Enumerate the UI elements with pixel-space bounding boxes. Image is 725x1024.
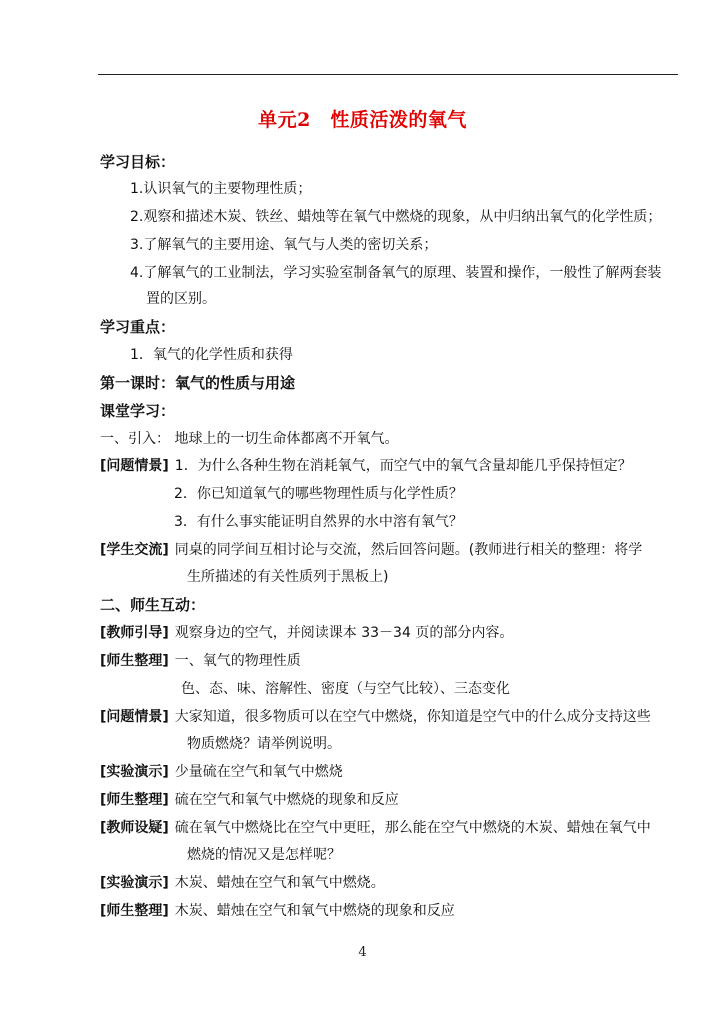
student-label: [学生交流]: [100, 542, 169, 558]
student-text-line-1: 同桌的同学间互相讨论与交流，然后回答问题。(教师进行相关的整理：将学: [174, 542, 643, 558]
teacher-guide-text: 观察身边的空气，并阅读课本 33－34 页的部分内容。: [174, 625, 514, 641]
teacher-question: [100, 818, 651, 838]
class-heading: 课堂学习：: [100, 402, 176, 420]
page-title: 单元2 性质活泼的氧气: [258, 109, 467, 131]
question-scenario-1: [100, 456, 632, 476]
summary-2-text: 硫在空气和氧气中燃烧的现象和反应: [174, 792, 399, 808]
objectives-heading: 学习目标：: [100, 153, 176, 171]
summary-label: [师生整理]: [100, 903, 169, 919]
objective-1: 1.认识氧气的主要物理性质；: [130, 181, 312, 197]
summary-3-text: 木炭、蜡烛在空气和氧气中燃烧的现象和反应: [174, 903, 455, 919]
teacher-guide-label: [教师引导]: [100, 625, 169, 641]
physical-properties: 色、态、味、溶解性、密度（与空气比较）、三态变化: [181, 681, 510, 697]
demo-2-text: 木炭、蜡烛在空气和氧气中燃烧。: [174, 875, 385, 891]
lesson-heading: 第一课时：氧气的性质与用途: [100, 374, 296, 392]
student-discussion: [100, 540, 642, 560]
summary-2: [100, 790, 399, 810]
demo-label: [实验演示]: [100, 875, 169, 891]
summary-label: [师生整理]: [100, 653, 169, 669]
demo-label: [实验演示]: [100, 764, 169, 780]
page-number: 4: [358, 945, 367, 960]
intro-line: 一、引入： 地球上的一切生命体都离不开氧气。: [100, 431, 399, 447]
demo-1-text: 少量硫在空气和氧气中燃烧: [174, 764, 343, 780]
question-4-line-2: 物质燃烧？请举例说明。: [187, 736, 341, 752]
student-text-line-2: 生所描述的有关性质列于黑板上): [187, 569, 389, 585]
question-label: [问题情景]: [100, 458, 169, 474]
question-scenario-2: [100, 707, 651, 727]
summary-label: [师生整理]: [100, 792, 169, 808]
header-rule: [98, 74, 678, 75]
teacher-guide: [100, 623, 513, 643]
question-2: 2．你已知道氧气的哪些物理性质与化学性质？: [174, 486, 463, 502]
experiment-demo-2: [100, 873, 385, 893]
objective-4-line-1: 4.了解氧气的工业制法，学习实验室制备氧气的原理、装置和操作，一般性了解两套装: [130, 265, 662, 281]
teacher-setup-line-1: 硫在氧气中燃烧比在空气中更旺，那么能在空气中燃烧的木炭、蜡烛在氧气中: [174, 820, 651, 836]
question-label: [问题情景]: [100, 709, 169, 725]
summary-1-text: 一、氧气的物理性质: [174, 653, 301, 669]
experiment-demo-1: [100, 762, 343, 782]
objective-2: 2.观察和描述木炭、铁丝、蜡烛等在氧气中燃烧的现象，从中归纳出氧气的化学性质；: [130, 209, 662, 225]
teacher-setup-line-2: 燃烧的情况又是怎样呢？: [187, 847, 341, 863]
question-1-text: 1．为什么各种生物在消耗氧气，而空气中的氧气含量却能几乎保持恒定？: [174, 458, 632, 474]
summary-1: [100, 651, 301, 671]
key-point-1: 1．氧气的化学性质和获得: [130, 347, 293, 363]
question-4-line-1: 大家知道，很多物质可以在空气中燃烧，你知道是空气中的什么成分支持这些: [174, 709, 651, 725]
objective-4-line-2: 置的区别。: [146, 291, 216, 307]
question-3: 3．有什么事实能证明自然界的水中溶有氧气？: [174, 514, 463, 530]
summary-3: [100, 901, 455, 921]
interaction-heading: 二、师生互动：: [100, 596, 206, 614]
objective-3: 3.了解氧气的主要用途、氧气与人类的密切关系；: [130, 237, 438, 253]
teacher-setup-label: [教师设疑]: [100, 820, 169, 836]
key-points-heading: 学习重点：: [100, 318, 176, 336]
